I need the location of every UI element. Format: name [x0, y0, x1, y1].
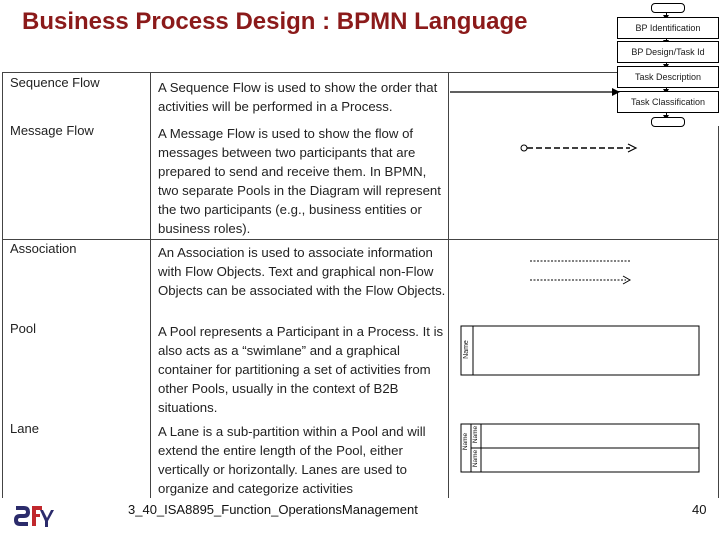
lane-symbol [461, 424, 699, 472]
term-message-flow: Message Flow [10, 123, 94, 138]
flow-step-bp-design: BP Design/Task Id [617, 41, 719, 63]
page-number: 40 [692, 502, 707, 517]
lane-pool-name-label: Name [462, 432, 470, 451]
message-flow-symbol [521, 144, 636, 152]
lane-2-name-label: Name [472, 449, 480, 468]
desc-message-flow: A Message Flow is used to show the flow of messages between two participants that are prepared to send and receive them. In BPMN, two separate Pools in the Diagram will represent the two participants (e.g., business entities or business roles). [158, 126, 441, 236]
association-symbol [530, 261, 630, 284]
desc-sequence-flow: A Sequence Flow is used to show the order that activities will be performed in a Process. [158, 80, 438, 114]
term-association: Association [10, 241, 77, 256]
lane-pool-label-box [462, 430, 472, 450]
desc-lane: A Lane is a sub-partition within a Pool and will extend the entire length of the Pool, either vertically or horizontally. Lanes are used to organize and categorize activities [158, 424, 426, 496]
lane-1-label-box [472, 426, 482, 446]
lane-2-label-box [472, 450, 482, 470]
sfy-logo [12, 500, 54, 530]
flow-step-task-description: Task Description [617, 66, 719, 88]
slide-title: Business Process Design : BPMN Language [22, 8, 528, 35]
pool-symbol [461, 326, 699, 375]
pool-name-label-box [462, 341, 472, 361]
pool-name-label: Name [462, 340, 470, 359]
sequence-flow-symbol [450, 88, 620, 96]
flow-step-bp-identification: BP Identification [617, 17, 719, 39]
desc-pool: A Pool represents a Participant in a Process. It is also acts as a “swimlane” and a graphical container for partitioning a set of activities from other Pools, usually in the context of B2B situations. [158, 324, 444, 415]
lane-1-name-label: Name [472, 425, 480, 444]
term-lane: Lane [10, 421, 39, 436]
footer-text: 3_40_ISA8895_Function_OperationsManagement [128, 502, 418, 517]
flow-step-task-classification: Task Classification [617, 91, 719, 113]
term-pool: Pool [10, 321, 37, 336]
desc-association: An Association is used to associate information with Flow Objects. Text and graphical non-Flow Objects can be associated with the Flow Objects. [158, 245, 446, 298]
term-sequence-flow: Sequence Flow [10, 75, 100, 90]
